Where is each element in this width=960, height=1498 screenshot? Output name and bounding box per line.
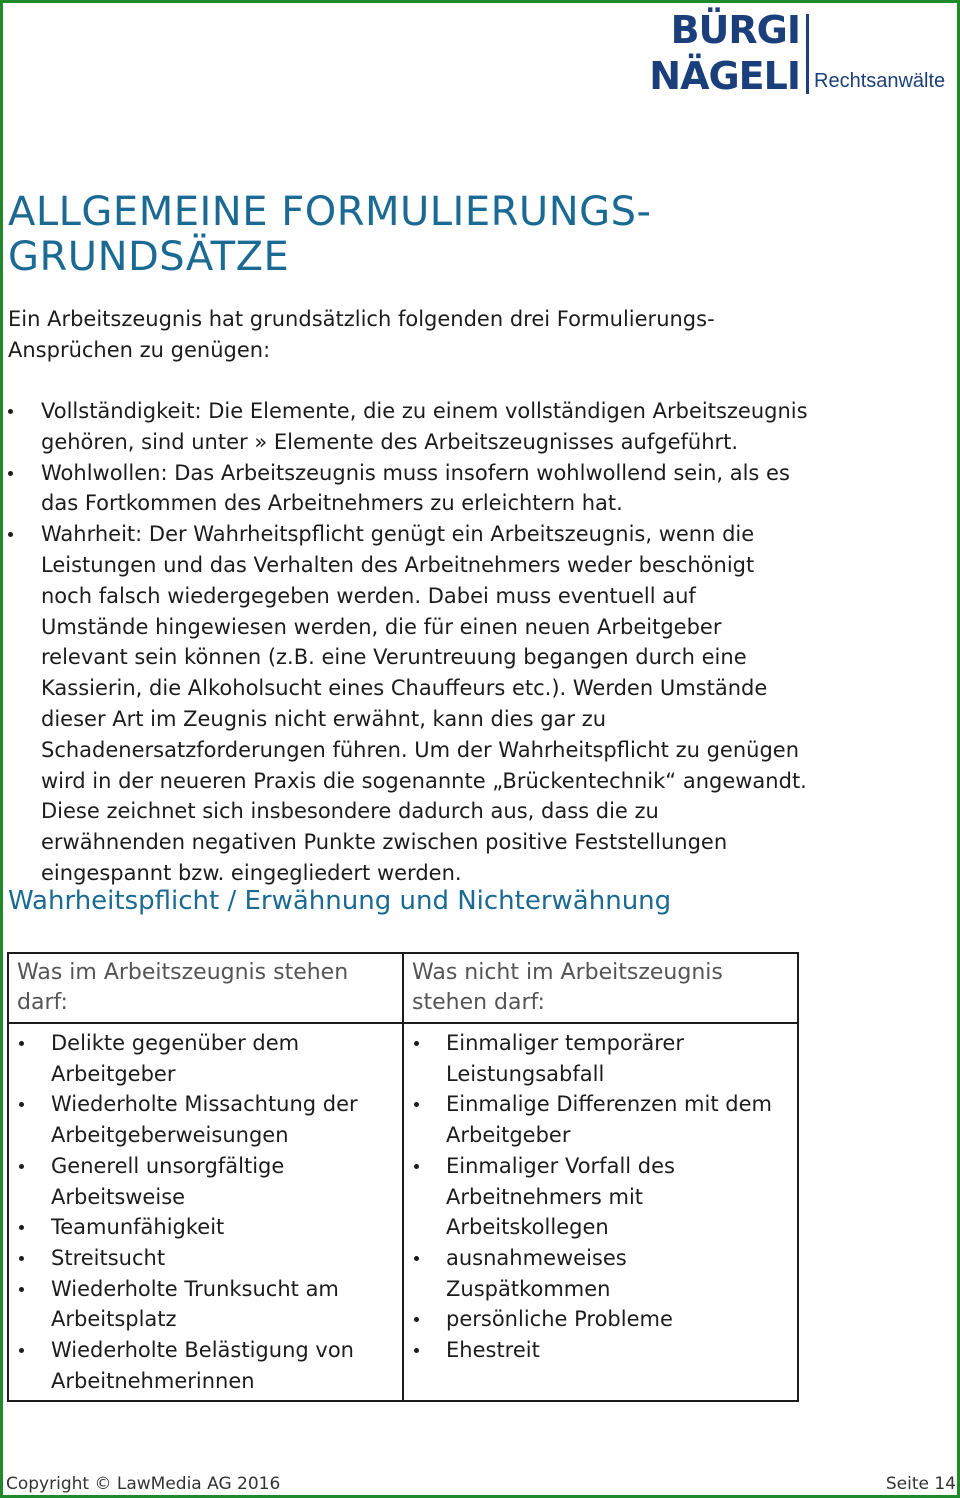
table-header-not-allowed: Was nicht im Arbeitszeugnis stehen darf:: [403, 953, 798, 1023]
list-item: Wohlwollen: Das Arbeitszeugnis muss insofern wohlwollend sein, als es das Fortkommen des Arbeitnehmers zu erleichtern hat.: [8, 458, 808, 520]
list-item: persönliche Probleme: [412, 1304, 789, 1335]
table-row: [8, 1023, 798, 1401]
list-item: Delikte gegenüber dem Arbeitgeber: [17, 1028, 394, 1089]
section-heading: Wahrheitspflicht / Erwähnung und Nichterwähnung: [8, 886, 672, 916]
list-item: ausnahmeweises Zuspätkommen: [412, 1243, 789, 1304]
list-item: Einmalige Differenzen mit dem Arbeitgeber: [412, 1089, 789, 1150]
page-title: [8, 190, 651, 280]
list-item: Einmaliger Vorfall des Arbeitnehmers mit Arbeitskollegen: [412, 1151, 789, 1243]
footer-page-number: Seite 14: [885, 1474, 956, 1494]
list-item: Wahrheit: Der Wahrheitspflicht genügt ein Arbeitszeugnis, wenn die Leistungen und das Verhalten des Arbeitnehmers weder beschönigt noch falsch wiedergegeben werden. Dabei muss eventuell auf Umstände hingewiesen werden, die für einen neuen Arbeitgeber relevant sein können (z.B. eine Veruntreuung begangen durch eine Kassierin, die Alkoholsucht eines Chauffeurs etc.). Werden Umstände dieser Art im Zeugnis nicht erwähnt, kann dies gar zu Schadenersatzforderungen führen. Um der Wahrheitspflicht zu genügen wird in der neueren Praxis die sogenannte „Brückentechnik“ angewandt. Diese zeichnet sich insbesondere dadurch aus, dass die zu erwähnenden negativen Punkte zwischen positive Feststellungen eingespannt bzw. eingegliedert werden.: [8, 519, 808, 889]
allowed-list: [17, 1028, 394, 1396]
table-header-row: [8, 953, 798, 1023]
list-item: Wiederholte Belästigung von Arbeitnehmerinnen: [17, 1335, 394, 1396]
list-item: Streitsucht: [17, 1243, 394, 1274]
table-header-allowed: Was im Arbeitszeugnis stehen darf:: [8, 953, 403, 1023]
list-item: Generell unsorgfältige Arbeitsweise: [17, 1151, 394, 1212]
list-item: Vollständigkeit: Die Elemente, die zu einem vollständigen Arbeitszeugnis gehören, sind unter » Elemente des Arbeitszeugnisses aufgeführt.: [8, 396, 808, 458]
not-allowed-cell: [403, 1023, 798, 1401]
logo-line-1: BÜRGI: [670, 8, 800, 52]
intro-paragraph: Ein Arbeitszeugnis hat grundsätzlich folgenden drei Formulierungs-Ansprüchen zu genügen:: [8, 307, 715, 362]
list-item: Teamunfähigkeit: [17, 1212, 394, 1243]
logo-line-2: NÄGELI: [649, 54, 800, 98]
page-title-line-1: ALLGEMEINE FORMULIERUNGS-: [8, 189, 652, 235]
footer-copyright: Copyright © LawMedia AG 2016: [6, 1474, 281, 1494]
comparison-table: [7, 952, 799, 1402]
logo-divider: [806, 14, 809, 94]
logo-subtitle: Rechtsanwälte: [814, 70, 946, 92]
requirements-list: [8, 396, 808, 889]
list-item: Einmaliger temporärer Leistungsabfall: [412, 1028, 789, 1089]
not-allowed-list: [412, 1028, 789, 1366]
allowed-cell: [8, 1023, 403, 1401]
list-item: Wiederholte Missachtung der Arbeitgeberweisungen: [17, 1089, 394, 1150]
page-title-line-2: GRUNDSÄTZE: [8, 234, 290, 280]
company-logo: [648, 8, 958, 103]
list-item: Wiederholte Trunksucht am Arbeitsplatz: [17, 1274, 394, 1335]
list-item: Ehestreit: [412, 1335, 789, 1366]
